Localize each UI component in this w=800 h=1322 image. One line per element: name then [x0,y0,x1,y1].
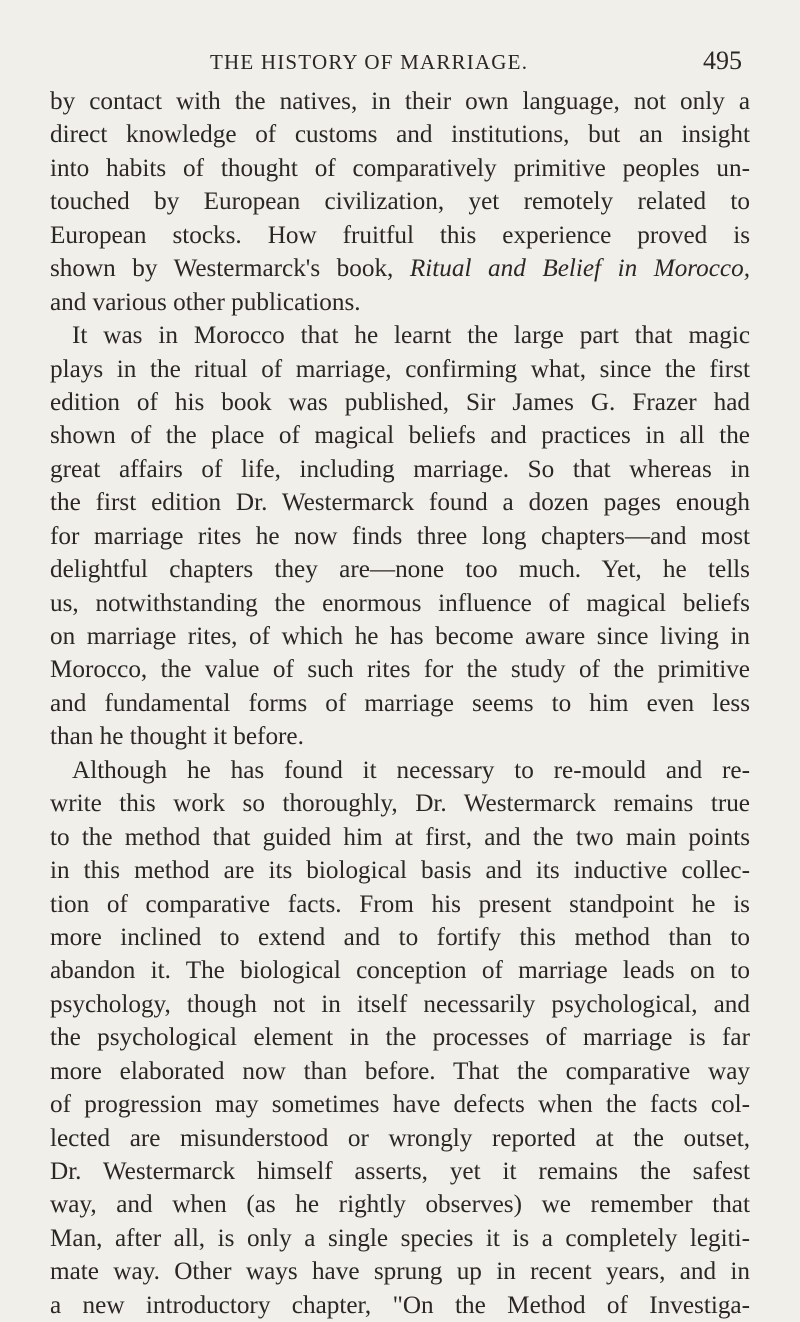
text-line: tion of comparative facts. From his present standpoint he is [50,890,750,918]
text-line: on marriage rites, of which he has become aware since living in [50,623,750,650]
text-line: plays in the ritual of marriage, confirming what, since the first [50,355,750,383]
text-line: the psychological element in the processes of marriage is far [50,1024,750,1052]
text-line: more elaborated now than before. That the comparative way [50,1057,750,1085]
text-line: than he thought it before. [50,723,304,751]
text-line: Morocco, the value of such rites for the study of the primitive [50,656,750,684]
text-line: European stocks. How fruitful this experience proved is [50,221,750,249]
text-line: the first edition Dr. Westermarck found a dozen pages enough [50,489,750,517]
text-line: by contact with the natives, in their own language, not only a [50,88,750,115]
text-line: in this method are its biological basis and its inductive collec- [50,857,750,885]
text-line: for marriage rites he now finds three long chapters—and most [50,522,750,550]
text-line [50,252,750,285]
text-line: and various other publications. [50,288,361,316]
text-line: touched by European civilization, yet remotely related to [50,188,750,216]
text-line: way, and when (as he rightly observes) we remember that [50,1191,750,1219]
book-title-italic: Ritual and Belief in Morocco, [409,255,750,283]
text-line: It was in Morocco that he learnt the large part that magic [72,322,750,350]
page-number: 495 [703,46,742,75]
body-text [50,85,750,1322]
text-line: and fundamental forms of marriage seems to him even less [50,689,750,717]
running-title: THE HISTORY OF MARRIAGE. [210,50,529,74]
text-line: Man, after all, is only a single species it is a completely legiti- [50,1224,750,1252]
text-line: of progression may sometimes have defects when the facts col- [50,1091,750,1119]
text-line: edition of his book was published, Sir James G. Frazer had [50,388,750,416]
text-line: psychology, though not in itself necessarily psychological, and [50,990,750,1018]
text-line: mate way. Other ways have sprung up in recent years, and in [50,1258,750,1286]
text-run: shown by Westermarck's book, [50,255,394,283]
text-line: delightful chapters they are—none too much. Yet, he tells [50,556,750,584]
text-line: a new introductory chapter, "On the Method of Investiga- [50,1291,750,1319]
text-line: great affairs of life, including marriage. So that whereas in [50,455,750,483]
text-line: abandon it. The biological conception of marriage leads on to [50,957,750,985]
text-line: more inclined to extend and to fortify this method than to [50,923,750,951]
text-line: lected are misunderstood or wrongly reported at the outset, [50,1124,750,1152]
text-line: write this work so thoroughly, Dr. Westermarck remains true [50,790,750,818]
text-line: direct knowledge of customs and institutions, but an insight [50,121,750,149]
text-line: shown of the place of magical beliefs and practices in all the [50,422,750,450]
text-line: us, notwithstanding the enormous influence of magical beliefs [50,589,750,617]
text-line: Although he has found it necessary to re-mould and re- [72,756,750,784]
text-line: Dr. Westermarck himself asserts, yet it remains the safest [50,1158,750,1185]
text-line: to the method that guided him at first, and the two main points [50,823,750,851]
text-line: into habits of thought of comparatively primitive peoples un- [50,154,750,182]
